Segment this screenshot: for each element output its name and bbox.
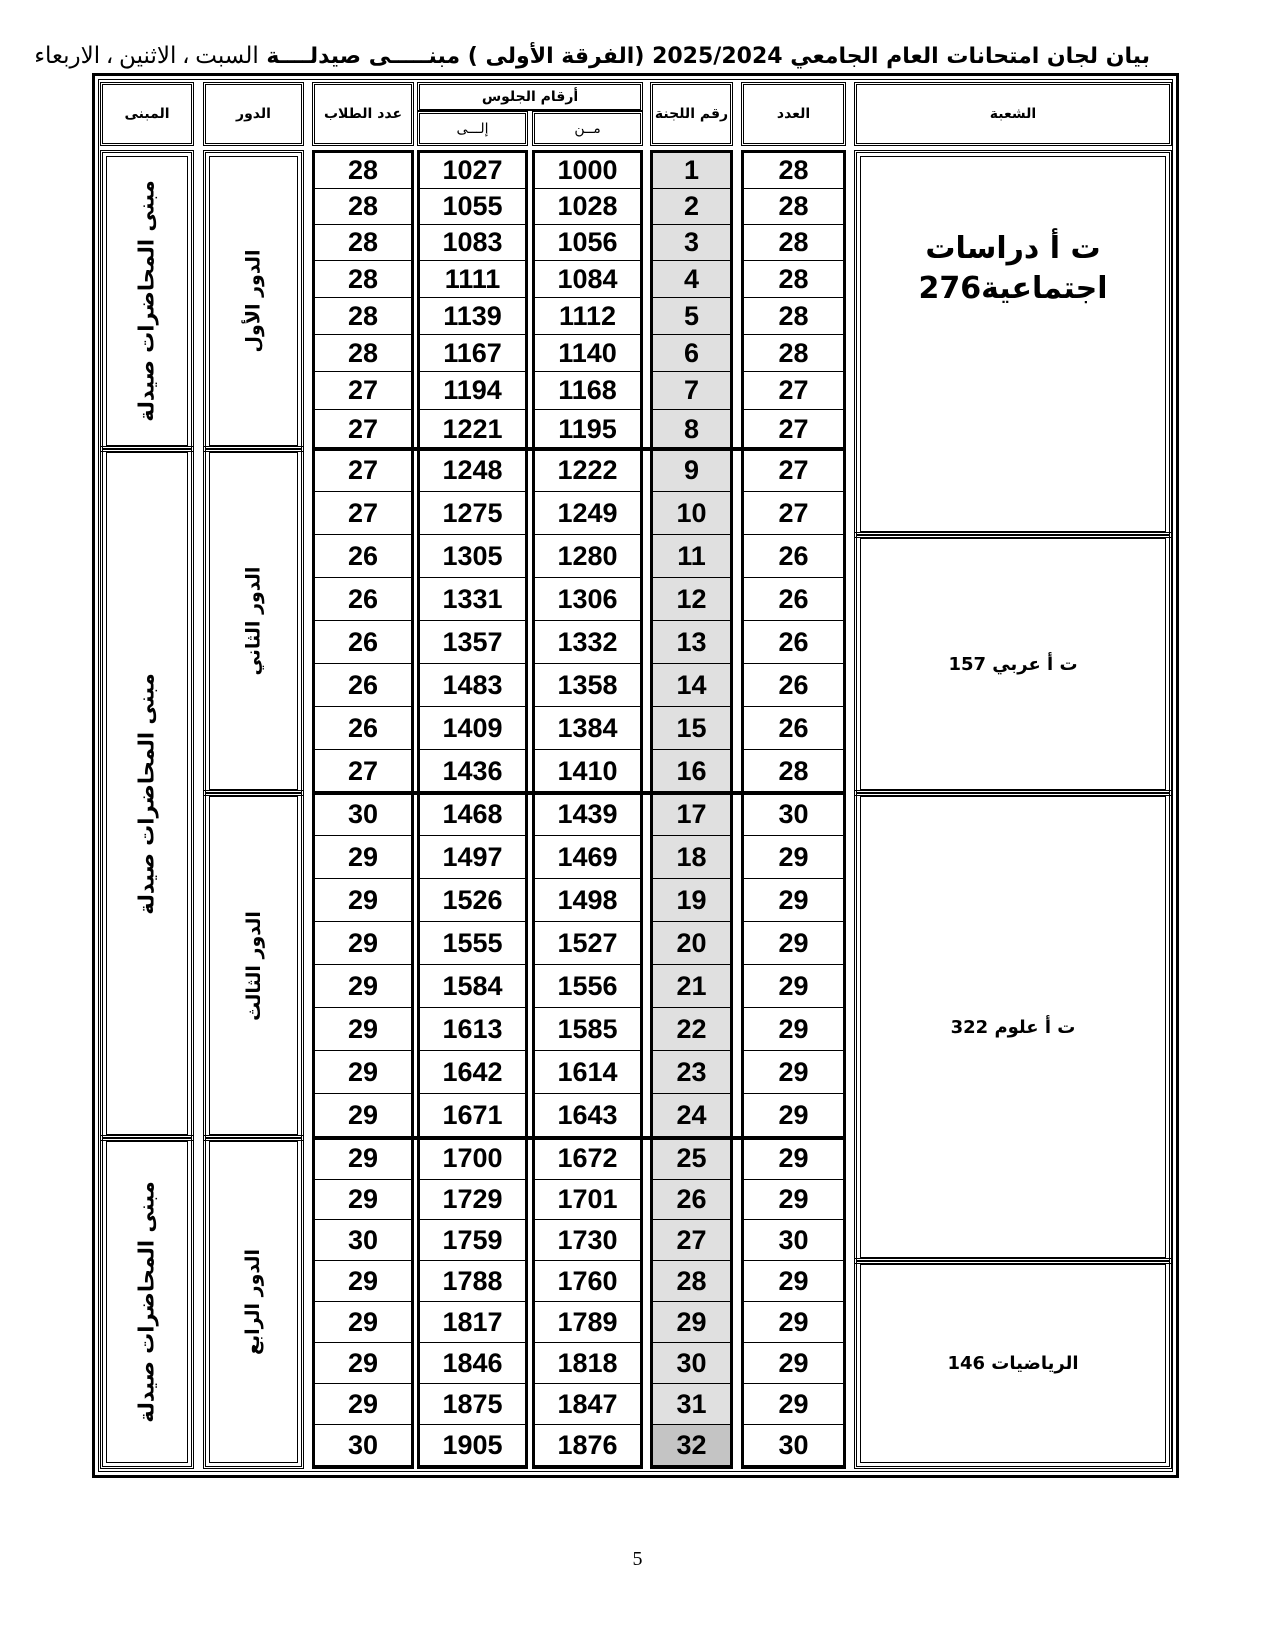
seat-from-cell: 1000: [532, 153, 643, 189]
committee-number-cell: 25: [650, 1138, 733, 1180]
count-cell: 29: [741, 1180, 846, 1220]
committee-number-cell: 21: [650, 965, 733, 1008]
column-top-edge: [650, 150, 733, 153]
division-line-1: ت أ علوم 322: [950, 1016, 1076, 1038]
floor-cell: [203, 790, 304, 1141]
committee-number-cell: 18: [650, 836, 733, 879]
committee-number-cell: 27: [650, 1220, 733, 1261]
seat-to-cell: 1139: [417, 298, 528, 335]
seat-from-cell: 1384: [532, 707, 643, 750]
seat-to-cell: 1468: [417, 793, 528, 836]
committee-number-cell: 24: [650, 1094, 733, 1138]
seat-from-cell: 1195: [532, 410, 643, 449]
division-line-1: الرياضيات 146: [947, 1353, 1079, 1374]
seat-to-cell: 1846: [417, 1343, 528, 1384]
division-line-1: ت أ عربي 157: [948, 653, 1078, 675]
seat-from-cell: 1789: [532, 1302, 643, 1343]
students-cell: 27: [312, 449, 414, 492]
count-cell: 26: [741, 664, 846, 707]
header-count: العدد: [741, 82, 846, 146]
building-label: مبنى المحاضرات صيدلة: [135, 1181, 160, 1423]
committee-number-cell: 29: [650, 1302, 733, 1343]
seat-from-cell: 1876: [532, 1425, 643, 1466]
students-cell: 29: [312, 1094, 414, 1138]
floor-cell: [203, 150, 304, 452]
committee-number-cell: 7: [650, 372, 733, 410]
students-cell: 26: [312, 707, 414, 750]
students-cell: 27: [312, 492, 414, 535]
seat-from-cell: 1556: [532, 965, 643, 1008]
division-line-2: اجتماعية276: [918, 271, 1108, 306]
students-cell: 29: [312, 1008, 414, 1051]
count-cell: 29: [741, 1343, 846, 1384]
seat-from-cell: 1643: [532, 1094, 643, 1138]
floor-label: الدور الأول: [242, 249, 265, 353]
students-cell: 27: [312, 410, 414, 449]
column-bottom-edge: [417, 1466, 528, 1469]
seat-to-cell: 1584: [417, 965, 528, 1008]
seat-from-cell: 1614: [532, 1051, 643, 1094]
division-cell: [854, 150, 1172, 538]
seat-from-cell: 1760: [532, 1261, 643, 1302]
seat-to-cell: 1221: [417, 410, 528, 449]
seat-from-cell: 1469: [532, 836, 643, 879]
building-cell: [100, 446, 194, 1141]
students-cell: 27: [312, 750, 414, 793]
seat-from-cell: 1140: [532, 335, 643, 372]
count-cell: 29: [741, 1302, 846, 1343]
title-bold: بيان لجان امتحانات العام الجامعي 2025/2024 (الفرقة الأولى ) مبنـــــى صيدلــــة: [266, 44, 1150, 69]
students-cell: 29: [312, 1180, 414, 1220]
seat-from-cell: 1730: [532, 1220, 643, 1261]
count-cell: 28: [741, 750, 846, 793]
building-label: مبنى المحاضرات صيدلة: [135, 180, 160, 422]
column-bottom-edge: [312, 1466, 414, 1469]
count-cell: 26: [741, 621, 846, 664]
committee-number-cell: 12: [650, 578, 733, 621]
committee-number-cell: 31: [650, 1384, 733, 1425]
seat-from-cell: 1028: [532, 189, 643, 225]
division-cell: [854, 532, 1172, 796]
seat-from-cell: 1847: [532, 1384, 643, 1425]
division-label: [918, 229, 1107, 309]
count-cell: 29: [741, 922, 846, 965]
count-cell: 27: [741, 372, 846, 410]
floor-label: الدور الرابع: [242, 1248, 265, 1356]
seat-to-cell: 1111: [417, 261, 528, 298]
count-cell: 28: [741, 335, 846, 372]
count-cell: 30: [741, 793, 846, 836]
count-cell: 27: [741, 449, 846, 492]
count-cell: 29: [741, 1094, 846, 1138]
seat-from-cell: 1084: [532, 261, 643, 298]
committee-number-cell: 6: [650, 335, 733, 372]
title-days: السبت ، الاثنين ، الاربعاء: [34, 43, 259, 68]
count-cell: 30: [741, 1425, 846, 1466]
seat-from-cell: 1056: [532, 225, 643, 261]
seat-to-cell: 1083: [417, 225, 528, 261]
page-number: 5: [632, 1548, 643, 1570]
seat-from-cell: 1168: [532, 372, 643, 410]
committee-number-cell: 32: [650, 1425, 733, 1466]
count-cell: 27: [741, 492, 846, 535]
students-cell: 30: [312, 793, 414, 836]
committee-number-cell: 15: [650, 707, 733, 750]
division-cell: [854, 1258, 1172, 1469]
committee-number-cell: 1: [650, 153, 733, 189]
students-cell: 26: [312, 535, 414, 578]
count-cell: 28: [741, 189, 846, 225]
seat-to-cell: 1759: [417, 1220, 528, 1261]
building-cell: [100, 1135, 194, 1469]
students-cell: 29: [312, 836, 414, 879]
seat-from-cell: 1498: [532, 879, 643, 922]
seat-from-cell: 1818: [532, 1343, 643, 1384]
column-top-edge: [312, 150, 414, 153]
building-cell: [100, 150, 194, 452]
students-cell: 28: [312, 298, 414, 335]
seat-to-cell: 1905: [417, 1425, 528, 1466]
students-cell: 26: [312, 578, 414, 621]
seat-to-cell: 1555: [417, 922, 528, 965]
division-label: [947, 1353, 1078, 1374]
students-cell: 26: [312, 621, 414, 664]
seat-to-cell: 1613: [417, 1008, 528, 1051]
committee-number-cell: 4: [650, 261, 733, 298]
students-cell: 28: [312, 225, 414, 261]
count-cell: 29: [741, 965, 846, 1008]
count-cell: 29: [741, 1008, 846, 1051]
seat-from-cell: 1410: [532, 750, 643, 793]
students-cell: 27: [312, 372, 414, 410]
division-cell: [854, 790, 1172, 1264]
header-from: مــن: [532, 111, 643, 146]
header-committee: رقم اللجنة: [650, 82, 733, 146]
count-cell: 26: [741, 535, 846, 578]
seat-to-cell: 1167: [417, 335, 528, 372]
students-cell: 28: [312, 335, 414, 372]
header-floor: الدور: [203, 82, 304, 146]
students-cell: 29: [312, 1138, 414, 1180]
committee-number-cell: 20: [650, 922, 733, 965]
floor-cell: [203, 446, 304, 796]
seat-to-cell: 1729: [417, 1180, 528, 1220]
seat-from-cell: 1439: [532, 793, 643, 836]
students-cell: 28: [312, 261, 414, 298]
header-students: عدد الطلاب: [312, 82, 414, 146]
committee-number-cell: 8: [650, 410, 733, 449]
floor-label: الدور الثاني: [242, 566, 265, 676]
count-cell: 27: [741, 410, 846, 449]
seat-to-cell: 1526: [417, 879, 528, 922]
seat-from-cell: 1527: [532, 922, 643, 965]
committee-number-cell: 17: [650, 793, 733, 836]
division-label: [951, 1017, 1076, 1038]
header-division: الشعبة: [854, 82, 1172, 146]
column-top-edge: [532, 150, 643, 153]
seat-to-cell: 1305: [417, 535, 528, 578]
column-bottom-edge: [741, 1466, 846, 1469]
seat-to-cell: 1357: [417, 621, 528, 664]
seat-from-cell: 1585: [532, 1008, 643, 1051]
seat-to-cell: 1409: [417, 707, 528, 750]
column-bottom-edge: [532, 1466, 643, 1469]
students-cell: 29: [312, 965, 414, 1008]
committee-number-cell: 9: [650, 449, 733, 492]
students-cell: 29: [312, 922, 414, 965]
committee-number-cell: 23: [650, 1051, 733, 1094]
committee-number-cell: 22: [650, 1008, 733, 1051]
header-to: إلـــى: [417, 111, 528, 146]
building-label: مبنى المحاضرات صيدلة: [135, 672, 160, 915]
seat-from-cell: 1306: [532, 578, 643, 621]
students-cell: 29: [312, 1384, 414, 1425]
seat-to-cell: 1700: [417, 1138, 528, 1180]
seat-from-cell: 1358: [532, 664, 643, 707]
seat-to-cell: 1055: [417, 189, 528, 225]
count-cell: 29: [741, 1261, 846, 1302]
students-cell: 30: [312, 1425, 414, 1466]
header-building: المبنى: [100, 82, 194, 146]
students-cell: 29: [312, 1302, 414, 1343]
group-separator: [312, 791, 846, 795]
floor-label: الدور الثالث: [242, 910, 265, 1021]
committee-number-cell: 5: [650, 298, 733, 335]
column-top-edge: [417, 150, 528, 153]
count-cell: 26: [741, 578, 846, 621]
count-cell: 28: [741, 261, 846, 298]
seat-from-cell: 1332: [532, 621, 643, 664]
seat-from-cell: 1112: [532, 298, 643, 335]
group-separator: [312, 1136, 846, 1140]
count-cell: 28: [741, 298, 846, 335]
students-cell: 28: [312, 153, 414, 189]
floor-cell: [203, 1135, 304, 1469]
committee-number-cell: 3: [650, 225, 733, 261]
committee-number-cell: 13: [650, 621, 733, 664]
students-cell: 29: [312, 1261, 414, 1302]
seat-from-cell: 1672: [532, 1138, 643, 1180]
header-seats: أرقام الجلوس: [417, 82, 643, 111]
committee-number-cell: 10: [650, 492, 733, 535]
count-cell: 28: [741, 225, 846, 261]
count-cell: 29: [741, 836, 846, 879]
seat-to-cell: 1642: [417, 1051, 528, 1094]
committee-number-cell: 19: [650, 879, 733, 922]
seat-to-cell: 1483: [417, 664, 528, 707]
seat-from-cell: 1701: [532, 1180, 643, 1220]
count-cell: 26: [741, 707, 846, 750]
students-cell: 28: [312, 189, 414, 225]
seat-to-cell: 1248: [417, 449, 528, 492]
seat-to-cell: 1875: [417, 1384, 528, 1425]
division-line-1: ت أ دراسات: [925, 231, 1101, 266]
students-cell: 30: [312, 1220, 414, 1261]
seat-to-cell: 1194: [417, 372, 528, 410]
seat-from-cell: 1280: [532, 535, 643, 578]
students-cell: 29: [312, 1051, 414, 1094]
committee-number-cell: 30: [650, 1343, 733, 1384]
division-label: [948, 654, 1077, 675]
seat-to-cell: 1275: [417, 492, 528, 535]
column-bottom-edge: [650, 1466, 733, 1469]
seat-to-cell: 1331: [417, 578, 528, 621]
seat-from-cell: 1222: [532, 449, 643, 492]
seat-to-cell: 1436: [417, 750, 528, 793]
committee-number-cell: 16: [650, 750, 733, 793]
count-cell: 29: [741, 1138, 846, 1180]
committee-number-cell: 11: [650, 535, 733, 578]
students-cell: 29: [312, 879, 414, 922]
seat-to-cell: 1027: [417, 153, 528, 189]
seat-to-cell: 1788: [417, 1261, 528, 1302]
count-cell: 30: [741, 1220, 846, 1261]
count-cell: 29: [741, 879, 846, 922]
group-separator: [312, 447, 846, 451]
students-cell: 29: [312, 1343, 414, 1384]
seat-to-cell: 1497: [417, 836, 528, 879]
seat-to-cell: 1671: [417, 1094, 528, 1138]
committee-number-cell: 26: [650, 1180, 733, 1220]
students-cell: 26: [312, 664, 414, 707]
seat-to-cell: 1817: [417, 1302, 528, 1343]
committee-number-cell: 2: [650, 189, 733, 225]
committee-number-cell: 28: [650, 1261, 733, 1302]
count-cell: 29: [741, 1051, 846, 1094]
count-cell: 29: [741, 1384, 846, 1425]
column-top-edge: [741, 150, 846, 153]
seat-from-cell: 1249: [532, 492, 643, 535]
count-cell: 28: [741, 153, 846, 189]
committee-number-cell: 14: [650, 664, 733, 707]
